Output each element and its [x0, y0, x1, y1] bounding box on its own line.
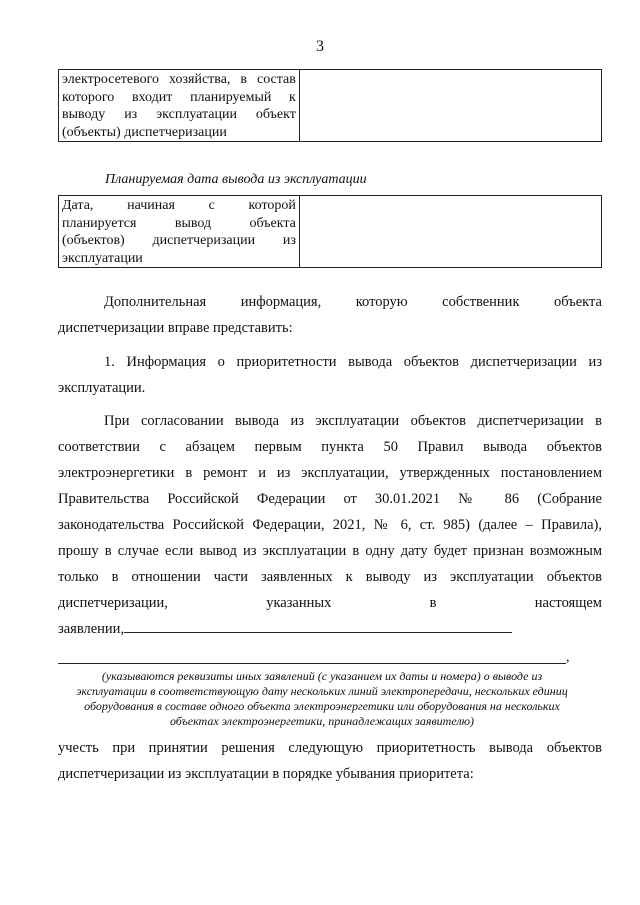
text-line: Дополнительная информация, которую собственник объекта	[104, 294, 602, 310]
text-line: 1. Информация о приоритетности вывода объектов диспетчеризации из	[104, 354, 602, 370]
label-line: которого входит планируемый к	[62, 89, 296, 105]
table-row	[59, 196, 602, 268]
footnote-instruction	[60, 669, 584, 729]
text-line: При согласовании вывода из эксплуатации объектов диспетчеризации в	[104, 413, 602, 429]
additional-info-paragraph	[58, 289, 602, 341]
note-line: оборудования в составе одного объекта электроэнергетики или оборудования на нескольких	[84, 699, 560, 713]
note-line: объектах электроэнергетики, принадлежащих заявителю)	[169, 714, 475, 728]
network-facility-value-cell[interactable]	[299, 70, 601, 142]
planned-date-value-cell[interactable]	[299, 196, 601, 268]
text-line: учесть при принятии решения следующую приоритетность вывода объектов	[58, 740, 602, 756]
label-line: планируется вывод объекта	[62, 215, 296, 231]
priority-info-paragraph	[58, 349, 602, 401]
label-line: (объекты) диспетчеризации	[62, 124, 227, 140]
text-line: прошу в случае если вывод из эксплуатации в одну дату будет признан возможным	[58, 543, 602, 559]
text-line: диспетчеризации, указанных в настоящем	[58, 595, 602, 611]
text-line	[58, 616, 602, 642]
label-line: выводу из эксплуатации объект	[62, 107, 296, 122]
note-line: (указываются реквизиты иных заявлений (с указанием их даты и номера) о выводе из	[101, 669, 543, 683]
table-row	[59, 70, 602, 142]
text-line: только в отношении части заявленных к выводу из эксплуатации объектов	[58, 569, 602, 585]
label-line: электросетевого хозяйства, в состав	[62, 72, 296, 87]
note-line: эксплуатации в соответствующую дату нескольких линий электропередачи, нескольких единиц	[76, 684, 568, 698]
text-line: диспетчеризации из эксплуатации в порядке убывания приоритета:	[58, 766, 474, 782]
text-line: законодательства Российской Федерации, 2021, № 6, ст. 985) (далее – Правила),	[58, 517, 602, 533]
fill-in-line[interactable]	[124, 618, 512, 633]
last-line-prefix: заявлении,	[58, 621, 125, 637]
text-line: диспетчеризации вправе представить:	[58, 320, 293, 336]
text-line: соответствии с абзацем первым пункта 50 Правил вывода объектов	[58, 439, 602, 455]
network-facility-table	[58, 69, 602, 142]
planned-date-label	[59, 196, 300, 268]
text-line: электроэнергетики в ремонт и из эксплуатации, утвержденных постановлением	[58, 465, 602, 481]
label-line: Дата, начиная с которой	[62, 198, 296, 213]
text-line: эксплуатации.	[58, 380, 146, 396]
label-line: эксплуатации	[62, 250, 143, 266]
priority-order-paragraph	[58, 735, 602, 787]
label-line: (объектов) диспетчеризации из	[62, 233, 296, 248]
network-facility-label	[59, 70, 300, 142]
fill-in-line[interactable]	[58, 663, 566, 664]
approval-paragraph	[58, 408, 602, 642]
text-line: Правительства Российской Федерации от 30.01.2021 № 86 (Собрание	[58, 491, 602, 507]
rule-comma: ,	[566, 650, 570, 665]
planned-date-table	[58, 195, 602, 268]
page-number: 3	[316, 38, 324, 55]
planned-date-heading: Планируемая дата вывода из эксплуатации	[105, 172, 367, 187]
